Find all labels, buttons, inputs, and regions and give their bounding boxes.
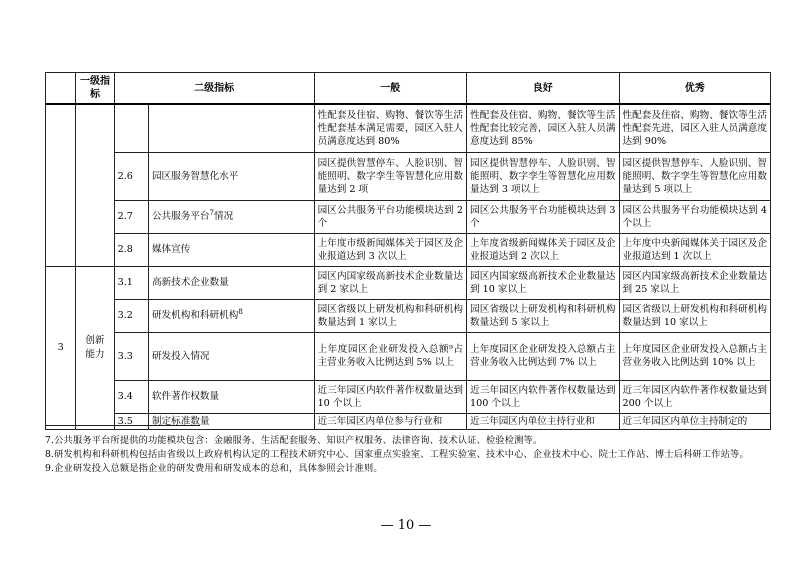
table-row bbox=[46, 266, 771, 299]
cell-good: 近三年园区内软件著作权数量达到 100 个以上 bbox=[467, 380, 619, 413]
table-row bbox=[46, 332, 771, 380]
footnote-ref: 8 bbox=[238, 307, 243, 316]
table-header-row bbox=[46, 73, 771, 105]
cell-good: 上年度省级新闻媒体关于园区及企业报道达到 2 次以上 bbox=[467, 233, 619, 266]
row-number: 2.7 bbox=[114, 200, 148, 233]
row-number: 2.6 bbox=[114, 152, 148, 200]
footnote-divider bbox=[45, 425, 200, 426]
header-level2: 二级指标 bbox=[114, 73, 314, 105]
cell-excellent: 近三年园区内软件著作权数量达到 200 个以上 bbox=[619, 380, 771, 413]
cell-general: 上年度市级新闻媒体关于园区及企业报道达到 3 次以上 bbox=[314, 233, 466, 266]
header-excellent: 优秀 bbox=[619, 73, 771, 105]
row-name-suffix: 情况 bbox=[214, 211, 234, 222]
cell-excellent: 园区提供智慧停车、人脸识别、智能照明、数字孪生等智慧化应用数量达到 5 项以上 bbox=[619, 152, 771, 200]
footnotes bbox=[45, 425, 775, 476]
row-number: 2.8 bbox=[114, 233, 148, 266]
cell-good: 园区公共服务平台功能模块达到 3 个 bbox=[467, 200, 619, 233]
header-blank bbox=[46, 73, 76, 105]
row-number: 3.1 bbox=[114, 266, 148, 299]
cell-good: 近三年园区内单位主持行业和 bbox=[467, 413, 619, 429]
cell-good: 园区省级以上研发机构和科研机构数量达到 5 家以上 bbox=[467, 299, 619, 332]
cell-excellent: 园区省级以上研发机构和科研机构数量达到 10 家以上 bbox=[619, 299, 771, 332]
footnote-9: 9.企业研发投入总额是指企业的研发费用和研发成本的总和，具体参照会计准则。 bbox=[45, 463, 383, 474]
row-number bbox=[114, 104, 148, 152]
row-name-text: 公共服务平台 bbox=[151, 211, 210, 222]
row-name bbox=[148, 200, 314, 233]
group-label-cell bbox=[76, 104, 114, 266]
page-number: — 10 — bbox=[380, 518, 432, 533]
cell-good: 园区提供智慧停车、人脸识别、智能照明、数字孪生等智慧化应用数量达到 3 项以上 bbox=[467, 152, 619, 200]
cell-general: 园区内国家级高新技术企业数量达到 2 家以上 bbox=[314, 266, 466, 299]
cell-general: 园区公共服务平台功能模块达到 2 个 bbox=[314, 200, 466, 233]
row-name-text: 研发机构和科研机构 bbox=[151, 310, 239, 321]
group-label-cell bbox=[76, 266, 114, 429]
cell-general: 近三年园区内软件著作权数量达到 10 个以上 bbox=[314, 380, 466, 413]
cell-good: 性配套及住宿、购物、餐饮等生活性配套比较完善，园区入驻人员满意度达到 85% bbox=[467, 104, 619, 152]
cell-excellent: 园区内国家级高新技术企业数量达到 25 家以上 bbox=[619, 266, 771, 299]
row-number: 3.4 bbox=[114, 380, 148, 413]
cell-excellent: 园区公共服务平台功能模块达到 4 个以上 bbox=[619, 200, 771, 233]
row-name bbox=[148, 104, 314, 152]
row-number: 3.3 bbox=[114, 332, 148, 380]
table-row bbox=[46, 104, 771, 152]
table-row bbox=[46, 299, 771, 332]
cell-general: 性配套及住宿、购物、餐饮等生活性配套基本满足需要，园区入驻人员满意度达到 80% bbox=[314, 104, 466, 152]
group-num-cell: 3 bbox=[46, 266, 76, 429]
table-row bbox=[46, 152, 771, 200]
row-name: 高新技术企业数量 bbox=[148, 266, 314, 299]
table-row bbox=[46, 200, 771, 233]
row-name: 软件著作权数量 bbox=[148, 380, 314, 413]
cell-general: 园区提供智慧停车、人脸识别、智能照明、数字孪生等智慧化应用数量达到 2 项 bbox=[314, 152, 466, 200]
footnote-7: 7.公共服务平台所提供的功能模块包含：金融服务、生活配套服务、知识产权服务、法律咨询、技术认证、检验检测等。 bbox=[45, 435, 543, 446]
group-num-cell bbox=[46, 104, 76, 266]
cell-good: 园区内国家级高新技术企业数量达到 10 家以上 bbox=[467, 266, 619, 299]
footnote-8: 8.研发机构和科研机构包括由省级以上政府机构认定的工程技术研究中心、国家重点实验室、工程实验室、技术中心、企业技术中心、院士工作站、博士后科研工作站等。 bbox=[45, 449, 749, 460]
cell-general: 近三年园区内单位参与行业和 bbox=[314, 413, 466, 429]
row-number: 3.5 bbox=[114, 413, 148, 429]
row-name bbox=[148, 299, 314, 332]
table-row bbox=[46, 380, 771, 413]
cell-excellent: 近三年园区内单位主持制定的 bbox=[619, 413, 771, 429]
footnote-ref: 7 bbox=[209, 208, 214, 217]
cell-excellent: 上年度中央新闻媒体关于园区及企业报道达到 1 次以上 bbox=[619, 233, 771, 266]
cell-good: 上年度园区企业研发投入总额占主营业务收入比例达到 7% 以上 bbox=[467, 332, 619, 380]
cell-general: 上年度园区企业研发投入总额⁹占主营业务收入比例达到 5% 以上 bbox=[314, 332, 466, 380]
group-label-text: 创新能力 bbox=[85, 334, 105, 360]
table-row bbox=[46, 233, 771, 266]
row-name: 园区服务智慧化水平 bbox=[148, 152, 314, 200]
header-general: 一般 bbox=[314, 73, 466, 105]
row-name: 制定标准数量 bbox=[148, 413, 314, 429]
header-good: 良好 bbox=[467, 73, 619, 105]
row-name: 媒体宣传 bbox=[148, 233, 314, 266]
indicator-table bbox=[45, 72, 771, 430]
row-number: 3.2 bbox=[114, 299, 148, 332]
cell-excellent: 性配套及住宿、购物、餐饮等生活性配套先进，园区入驻人员满意度达到 90% bbox=[619, 104, 771, 152]
cell-excellent: 上年度园区企业研发投入总额占主营业务收入比例达到 10% 以上 bbox=[619, 332, 771, 380]
header-level1: 一级指标 bbox=[76, 73, 114, 105]
cell-general: 园区省级以上研发机构和科研机构数量达到 1 家以上 bbox=[314, 299, 466, 332]
row-name: 研发投入情况 bbox=[148, 332, 314, 380]
